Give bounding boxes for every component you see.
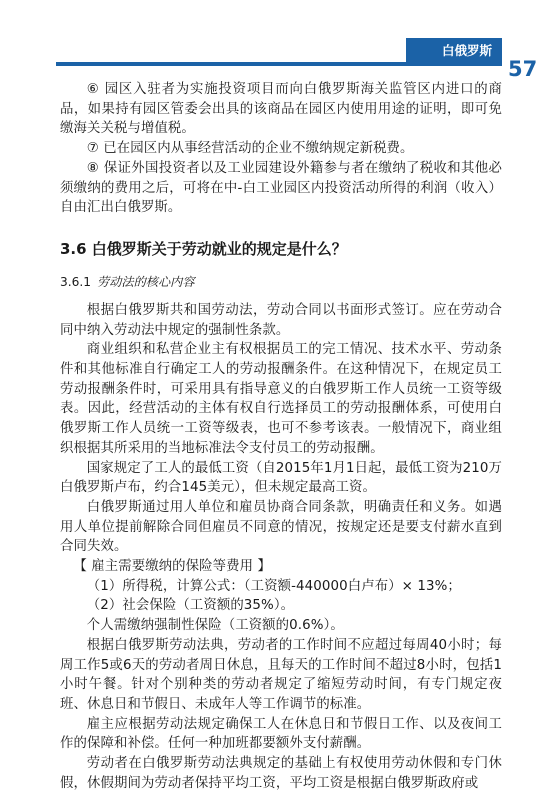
insurance-item-social: （2）社会保险（工资额的35%）。: [86, 598, 295, 614]
paragraph-overtime: 雇主应根据劳动法规定确保工人在休息日和节假日工作、以及夜间工作的保障和补偿。任何一种加班都要额外支付薪酬。: [60, 716, 502, 752]
paragraph-leave: 劳动者在白俄罗斯劳动法典规定的基础上有权使用劳动休假和专门休假，休假期间为劳动者保持平均工资，平均工资是根据白俄罗斯政府或: [60, 756, 502, 791]
intro-item-6: ⑥ 园区入驻者为实施投资项目而向白俄罗斯海关监管区内进口的商品，如果持有园区管委会出具的该商品在园区内使用用途的证明，即可免缴海关关税与增值税。: [60, 82, 502, 137]
insurance-item-income-tax: （1）所得税，计算公式：（工资额-440000白卢布）× 13%；: [86, 578, 461, 594]
subsection-title: 劳动法的核心内容: [97, 274, 195, 289]
paragraph-termination: 白俄罗斯通过用人单位和雇员协商合同条款，明确责任和义务。如遇用人单位提前解除合同但雇员不同意的情况，按规定还是要支付薪水直到合同失效。: [60, 499, 502, 555]
insurance-title: 【 雇主需要缴纳的保险等费用 】: [73, 559, 271, 575]
insurance-block: [60, 557, 502, 636]
section-heading: 3.6 白俄罗斯关于劳动就业的规定是什么？: [60, 239, 347, 258]
intro-item-7: ⑦ 已在园区内从事经营活动的企业不缴纳规定新税费。: [86, 141, 414, 157]
page-content: [60, 80, 502, 794]
paragraph-working-hours: 根据白俄罗斯劳动法典，劳动者的工作时间不应超过每周40小时；每周工作5或6天的劳动者周日休息，且每天的工作时间不超过8小时，包括1小时午餐。针对个别种类的劳动者规定了缩短劳动时间，有专门规定夜班、休息日和节假日、未成年人等工作调节的标准。: [60, 637, 502, 712]
paragraph-remuneration: 商业组织和私营企业主有权根据员工的完工情况、技术水平、劳动条件和其他标准自行确定工人的劳动报酬条件。在这种情况下，在规定员工劳动报酬条件时，可采用具有指导意义的白俄罗斯工作人员统一工资等级表。因此，经营活动的主体有权自行选择员工的劳动报酬体系，可使用白俄罗斯工作人员统一工资等级表，也可不参考该表。一般情况下，商业组织根据其所采用的当地标准法令支付员工的劳动报酬。: [60, 342, 502, 456]
header-rule: [56, 62, 502, 66]
insurance-item-personal: 个人需缴纳强制性保险（工资额的0.6%）。: [86, 618, 344, 634]
intro-item-8: ⑧ 保证外国投资者以及工业园建设外籍参与者在缴纳了税收和其他必须缴纳的费用之后，可将在中-白工业园区内投资活动所得的利润（收入）自由汇出白俄罗斯。: [60, 160, 502, 216]
subsection-heading: [60, 273, 502, 291]
paragraph-contract: 根据白俄罗斯共和国劳动法，劳动合同以书面形式签订。应在劳动合同中纳入劳动法中规定的强制性条款。: [60, 302, 502, 338]
page-number: 57: [508, 57, 538, 81]
country-tab: 白俄罗斯: [406, 38, 502, 63]
subsection-number: 3.6.1: [60, 274, 92, 289]
paragraph-minimum-wage: 国家规定了工人的最低工资（自2015年1月1日起，最低工资为210万白俄罗斯卢布，约合145美元），但未规定最高工资。: [60, 460, 502, 496]
